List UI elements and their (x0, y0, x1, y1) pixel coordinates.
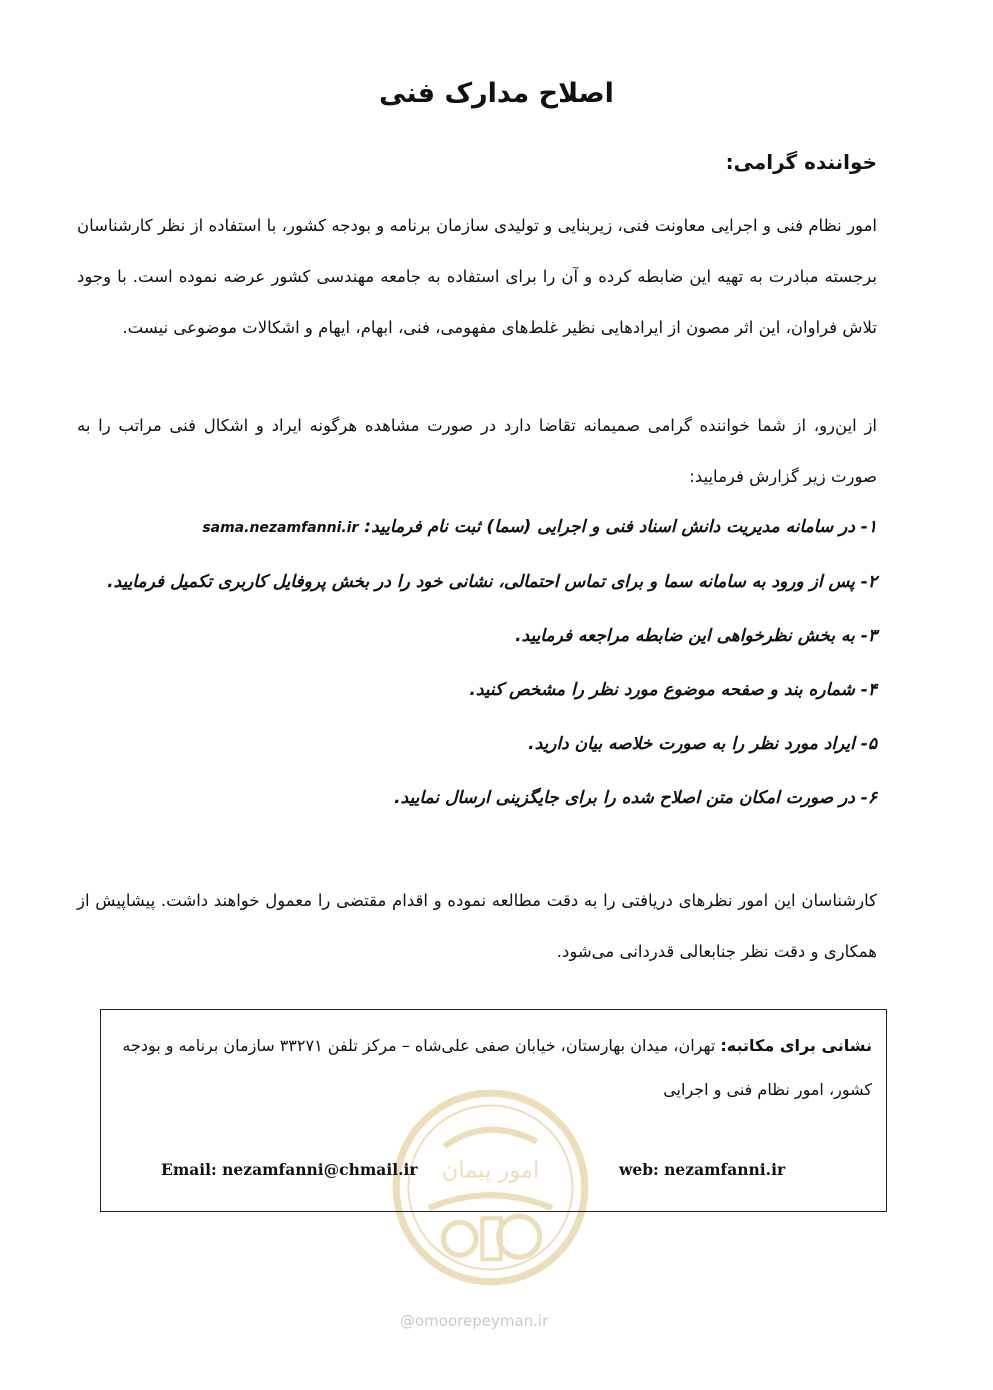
closing-paragraph: کارشناسان این امور نظرهای دریافتی را به دقت مطالعه نموده و اقدام مقتضی را معمول خواهند داشت. پیشاپیش از همکاری و دقت نظر جنابعالی قدردانی می‌شود. (77, 891, 877, 961)
contact-label: نشانی برای مکاتبه: (720, 1036, 872, 1055)
step-item: ۲- پس از ورود به سامانه سما و برای تماس احتمالی، نشانی خود را در بخش پروفایل کاربری تکمیل فرمایید. (107, 572, 877, 592)
step-item: ۳- به بخش نظرخواهی این ضابطه مراجعه فرمایید. (515, 626, 877, 646)
contact-box (100, 1009, 887, 1212)
step-text: ۱- در سامانه مدیریت دانش اسناد فنی و اجرایی (سما) ثبت نام فرمایید: (358, 517, 877, 537)
website-link[interactable]: web: nezamfanni.ir (619, 1160, 786, 1179)
sama-url-link[interactable]: sama.nezamfanni.ir (202, 520, 359, 536)
step-item: ۵- ایراد مورد نظر را به صورت خلاصه بیان دارید. (528, 734, 877, 754)
contact-address (112, 1024, 872, 1112)
watermark-logo-text: امور پیمان (441, 1157, 540, 1184)
step-item: ۴- شماره بند و صفحه موضوع مورد نظر را مشخص کنید. (469, 680, 877, 700)
watermark-handle: @omoorepeyman.ir (400, 1312, 549, 1330)
step-item: ۶- در صورت امکان متن اصلاح شده را برای جایگزینی ارسال نمایید. (394, 788, 877, 808)
email-link[interactable]: Email: nezamfanni@chmail.ir (161, 1160, 418, 1179)
reporting-steps-list (67, 500, 877, 825)
intro-paragraph: امور نظام فنی و اجرایی معاونت فنی، زیربنایی و تولیدی سازمان برنامه و بودجه کشور، با استفاده از نظر کارشناسان برجسته مبادرت به تهیه این ضابطه کرده و آن را برای استفاده به جامعه مهندسی کشور عرضه نموده است. با وجود تلاش فراوان، این اثر مصون از ایرادهایی نظیر غلط‌های مفهومی، فنی، ابهام، ایهام و اشکالات موضوعی نیست. (77, 216, 877, 337)
document-title: اصلاح مدارک فنی (379, 78, 614, 109)
greeting-heading: خواننده گرامی: (725, 150, 877, 174)
step-item (67, 500, 877, 555)
contact-address-text: تهران، میدان بهارستان، خیابان صفی علی‌شاه – مرکز تلفن ۳۳۲۷۱ سازمان برنامه و بودجه کشور، امور نظام فنی و اجرایی (122, 1036, 872, 1099)
request-paragraph: از این‌رو، از شما خواننده گرامی صمیمانه تقاضا دارد در صورت مشاهده هرگونه ایراد و اشکال فنی مراتب را به صورت زیر گزارش فرمایید: (77, 416, 877, 486)
